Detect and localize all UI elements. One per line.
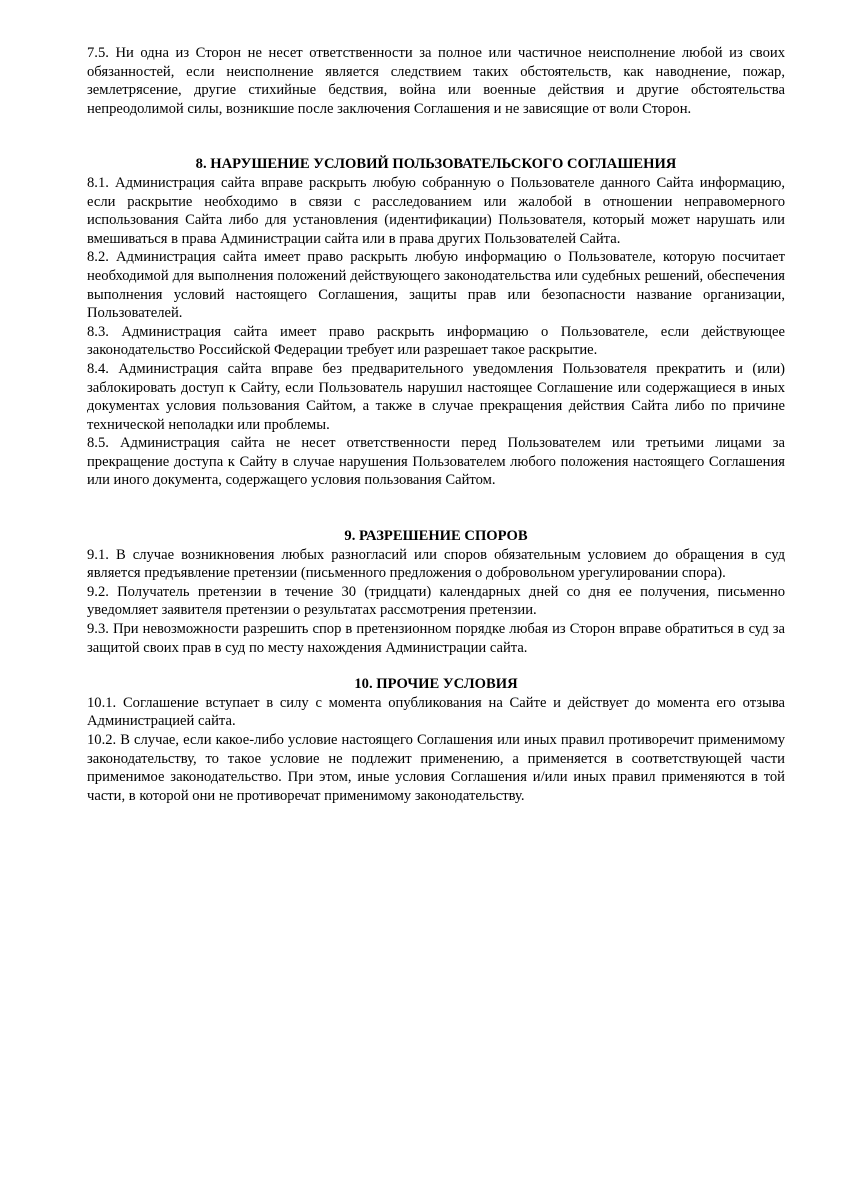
paragraph-9-2: 9.2. Получатель претензии в течение 30 (тридцати) календарных дней со дня ее получения, письменно уведомляет заявителя претензии о результатах рассмотрения претензии. [87,583,785,619]
section-8 [87,155,785,490]
paragraph-8-2: 8.2. Администрация сайта имеет право раскрыть любую информацию о Пользователе, которую посчитает необходимой для выполнения положений действующего законодательства или судебных решений, обеспечения выполнения условий настоящего Соглашения, защиты прав или безопасности название организации, Пользователей. [87,249,785,322]
paragraph-8-1: 8.1. Администрация сайта вправе раскрыть любую собранную о Пользователе данного Сайта информацию, если раскрытие необходимо в связи с расследованием или жалобой в отношении неправомерного использования Сайта либо для установления (идентификации) Пользователя, который может нарушать или вмешиваться в права Администрации сайта или в права других Пользователей Сайта. [87,174,785,247]
section-10 [87,675,785,805]
section-spacer [87,118,785,155]
paragraph-8-3: 8.3. Администрация сайта имеет право раскрыть информацию о Пользователе, если действующее законодательство Российской Федерации требует или разрешает такое раскрытие. [87,323,785,359]
paragraph-10-1: 10.1. Соглашение вступает в силу с момента опубликования на Сайте и действует до момента его отзыва Администрацией сайта. [87,694,785,730]
document-page [87,44,785,805]
section-9 [87,527,785,657]
paragraph-9-1: 9.1. В случае возникновения любых разногласий или споров обязательным условием до обращения в суд является предъявление претензии (письменного предложения о добровольном урегулировании спора). [87,546,785,582]
section-heading-9: 9. РАЗРЕШЕНИЕ СПОРОВ [344,528,528,545]
paragraph-10-2: 10.2. В случае, если какое-либо условие настоящего Соглашения или иных правил противоречит применимому законодательству, то такое условие не подлежит применению, а применяется в соответствующей части применимое законодательство. При этом, иные условия Соглашения и/или иных правил применяются в той части, в которой они не противоречат применимому законодательству. [87,732,785,804]
section-spacer [87,657,785,675]
section-spacer [87,490,785,527]
section-heading-8: 8. НАРУШЕНИЕ УСЛОВИЙ ПОЛЬЗОВАТЕЛЬСКОГО СОГЛАШЕНИЯ [195,156,677,173]
paragraph-7-5: 7.5. Ни одна из Сторон не несет ответственности за полное или частичное неисполнение любой из своих обязанностей, если неисполнение является следствием таких обстоятельств, как наводнение, пожар, землетрясение, другие стихийные бедствия, война или военные действия и другие обстоятельства непреодолимой силы, возникшие после заключения Соглашения и не зависящие от воли Сторон. [87,45,785,117]
paragraph-8-5: 8.5. Администрация сайта не несет ответственности перед Пользователем или третьими лицами за прекращение доступа к Сайту в случае нарушения Пользователем любого положения настоящего Соглашения или иного документа, содержащего условия пользования Сайтом. [87,435,785,489]
section-heading-10: 10. ПРОЧИЕ УСЛОВИЯ [354,676,518,693]
paragraph-9-3: 9.3. При невозможности разрешить спор в претензионном порядке любая из Сторон вправе обратиться в суд за защитой своих прав в суд по месту нахождения Администрации сайта. [87,621,785,656]
paragraph-8-4: 8.4. Администрация сайта вправе без предварительного уведомления Пользователя прекратить и (или) заблокировать доступ к Сайту, если Пользователь нарушил настоящее Соглашение или содержащиеся в иных документах условия пользования Сайтом, а также в случае прекращения действия Сайта либо по причине технической неполадки или проблемы. [87,360,785,433]
